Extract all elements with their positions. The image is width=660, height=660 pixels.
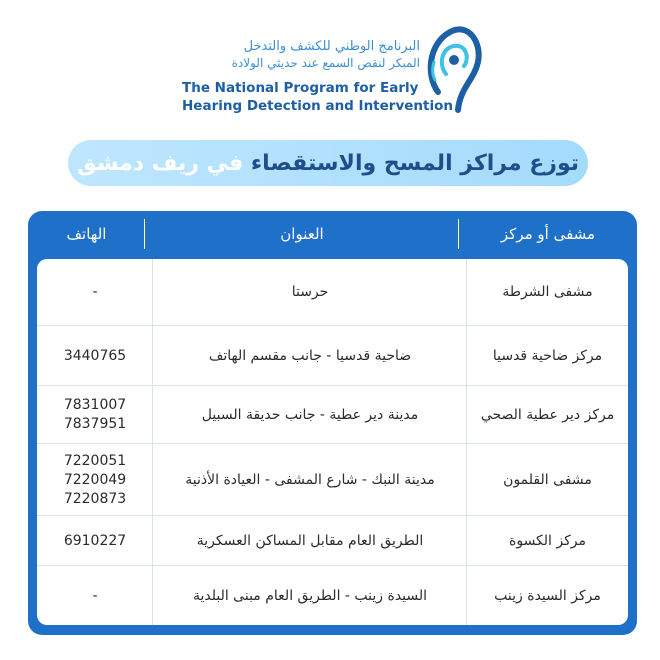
title-main: توزع مراكز المسح والاستقصاء [250,150,579,176]
center-name: مشفى الشرطة [502,284,593,300]
title-highlight: في ريف دمشق [77,150,244,176]
header-divider [144,219,145,249]
phone-cell [37,326,153,386]
table-row [37,325,628,386]
page-title [68,140,588,186]
phone-number: 7837951 [63,416,127,432]
phone-number: - [92,587,98,604]
table-header [28,211,637,257]
address: مدينة دير عطية - جانب حديقة السبيل [201,407,419,423]
table-row [37,259,628,325]
center-name: مركز دير عطية الصحي [480,407,615,423]
address: الطريق العام مقابل المساكن العسكرية [196,533,424,549]
logo-english-line1: The National Program for Early [182,80,419,96]
address: ضاحية قدسيا - جانب مقسم الهاتف [208,348,412,364]
phone-number: 6910227 [63,532,127,549]
center-name: مشفى القلمون [503,472,592,488]
table-row [37,443,628,516]
phone-number: 7220873 [63,490,127,507]
centers-table [28,211,637,635]
address: مدينة النبك - شارع المشفى - العيادة الأذنية [185,472,435,488]
phone-number: 7220049 [63,471,127,488]
header-divider [458,219,459,249]
phone-number: 7220051 [63,452,127,469]
table-row [37,515,628,566]
table-row [37,565,628,625]
phone-cell [37,386,153,444]
phone-number: 7831007 [63,397,127,413]
phone-number: 3440765 [63,347,127,364]
address: حرستا [291,284,329,300]
center-name: مركز الكسوة [509,533,587,549]
logo-arabic-line2: المبكر لنقص السمع عند حديثي الولادة [231,56,420,70]
table-row [37,385,628,444]
center-name: مركز ضاحية قدسيا [492,348,603,364]
phone-cell [37,516,153,566]
phone-cell [37,259,153,325]
center-name: مركز السيدة زينب [494,588,601,604]
header-phone: الهاتف [66,225,107,243]
logo-arabic-line1: البرنامج الوطني للكشف والتدخل [243,39,420,54]
header-center: مشفى أو مركز [500,225,596,243]
header-address: العنوان [280,225,324,243]
phone-cell [37,444,153,516]
phone-cell [37,566,153,625]
address: السيدة زينب - الطريق العام مبنى البلدية [192,588,428,604]
table-body [37,259,628,625]
ear-sound-waves-icon [424,22,482,118]
phone-number: - [92,283,98,300]
logo-english-line2: Hearing Detection and Intervention [182,98,453,114]
program-logo [182,18,482,118]
